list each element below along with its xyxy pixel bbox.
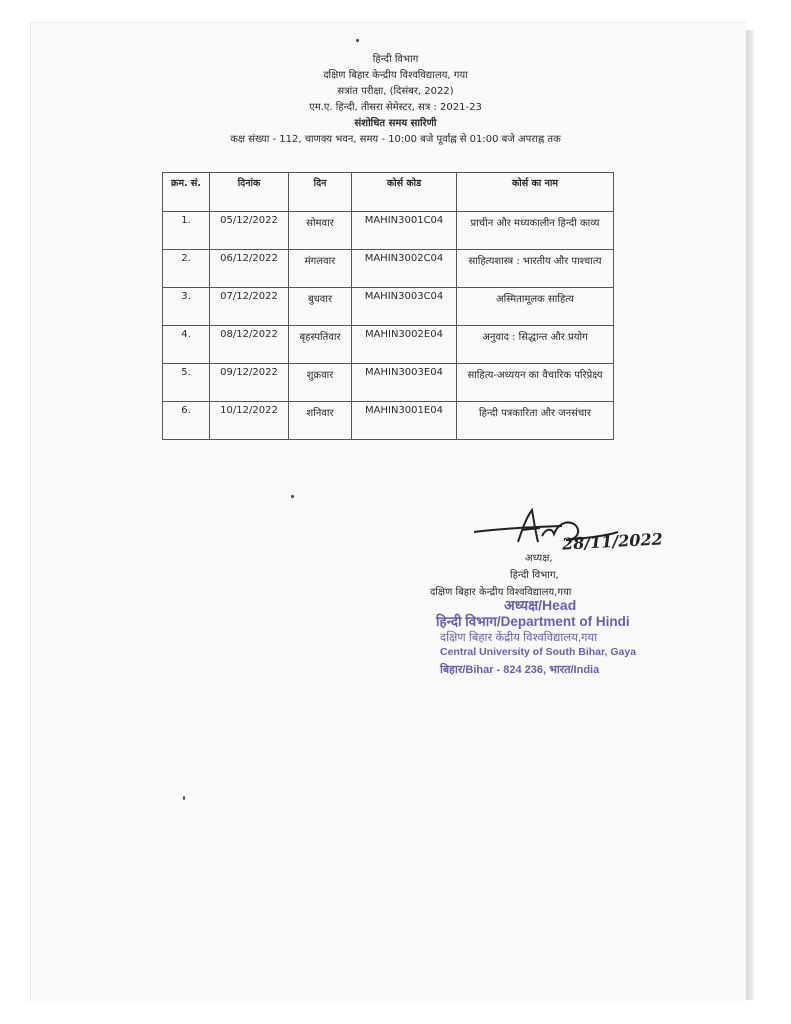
header-serial: क्रम. सं. [163,173,210,212]
signatory-designation: अध्यक्ष, [525,553,553,564]
header-course-code: कोर्स कोड [352,173,457,212]
cell-day: सोमवार [289,212,352,250]
cell-date: 07/12/2022 [210,288,289,326]
cell-date: 08/12/2022 [210,326,289,364]
cell-serial: 3. [163,288,210,326]
header-date: दिनांक [210,173,289,212]
table-row [163,212,614,250]
exam-schedule-table [162,172,614,440]
cell-date: 05/12/2022 [210,212,289,250]
cell-serial: 5. [163,364,210,402]
cell-course-name: अस्मितामूलक साहित्य [457,288,614,326]
cell-serial: 1. [163,212,210,250]
scan-speck [291,495,294,498]
header-course-name: कोर्स का नाम [457,173,614,212]
cell-course-code: MAHIN3001E04 [352,402,457,440]
cell-day: शनिवार [289,402,352,440]
page-edge-shadow [746,30,754,1000]
stamp-university-english: Central University of South Bihar, Gaya [440,646,637,658]
table-row [163,364,614,402]
university-name: दक्षिण बिहार केन्द्रीय विश्वविद्यालय, गया [323,70,468,81]
document-header [0,52,791,148]
cell-course-code: MAHIN3003C04 [352,288,457,326]
stamp-department: हिन्दी विभाग/Department of Hindi [436,614,630,629]
cell-serial: 2. [163,250,210,288]
cell-day: मंगलवार [289,250,352,288]
table-header-row [163,173,614,212]
cell-day: शुक्रवार [289,364,352,402]
cell-date: 10/12/2022 [210,402,289,440]
cell-course-name: साहित्य-अध्ययन का वैचारिक परिप्रेक्ष्य [457,364,614,402]
cell-day: बृहस्पतिवार [289,326,352,364]
signature-date: 28/11/2022 [561,529,664,554]
cell-course-code: MAHIN3002E04 [352,326,457,364]
cell-date: 06/12/2022 [210,250,289,288]
stamp-head: अध्यक्ष/Head [504,597,577,613]
cell-course-name: अनुवाद : सिद्धान्त और प्रयोग [457,326,614,364]
cell-course-name: हिन्दी पत्रकारिता और जनसंचार [457,402,614,440]
cell-course-code: MAHIN3002C04 [352,250,457,288]
cell-day: बुधवार [289,288,352,326]
scan-speck [356,39,359,42]
table-row [163,326,614,364]
schedule-title: संशोधित समय सारिणी [354,118,437,129]
stamp-university-hindi: दक्षिण बिहार केंद्रीय विश्वविद्यालय,गया [440,632,598,644]
department-title: हिन्दी विभाग [372,54,419,65]
table-row [163,402,614,440]
signatory-university: दक्षिण बिहार केन्द्रीय विश्वविद्यालय,गया [430,587,572,598]
venue-line: कक्ष संख्या - 112, चाणक्य भवन, समय - 10:00 बजे पूर्वाह्न से 01:00 बजे अपराह्न तक [230,134,561,145]
course-line: एम.ए. हिन्दी, तीसरा सेमेस्टर, सत्र : 2021-23 [309,102,482,113]
table-row [163,250,614,288]
cell-serial: 4. [163,326,210,364]
header-day: दिन [289,173,352,212]
exam-title: सत्रांत परीक्षा, (दिसंबर, 2022) [337,86,454,97]
cell-serial: 6. [163,402,210,440]
table-row [163,288,614,326]
scan-speck [183,796,185,800]
cell-course-code: MAHIN3001C04 [352,212,457,250]
stamp-address: बिहार/Bihar - 824 236, भारत/India [440,664,600,676]
cell-course-code: MAHIN3003E04 [352,364,457,402]
cell-course-name: प्राचीन और मध्यकालीन हिन्दी काव्य [457,212,614,250]
cell-course-name: साहित्यशास्त्र : भारतीय और पाश्चात्य [457,250,614,288]
signatory-department: हिन्दी विभाग, [510,570,559,581]
cell-date: 09/12/2022 [210,364,289,402]
